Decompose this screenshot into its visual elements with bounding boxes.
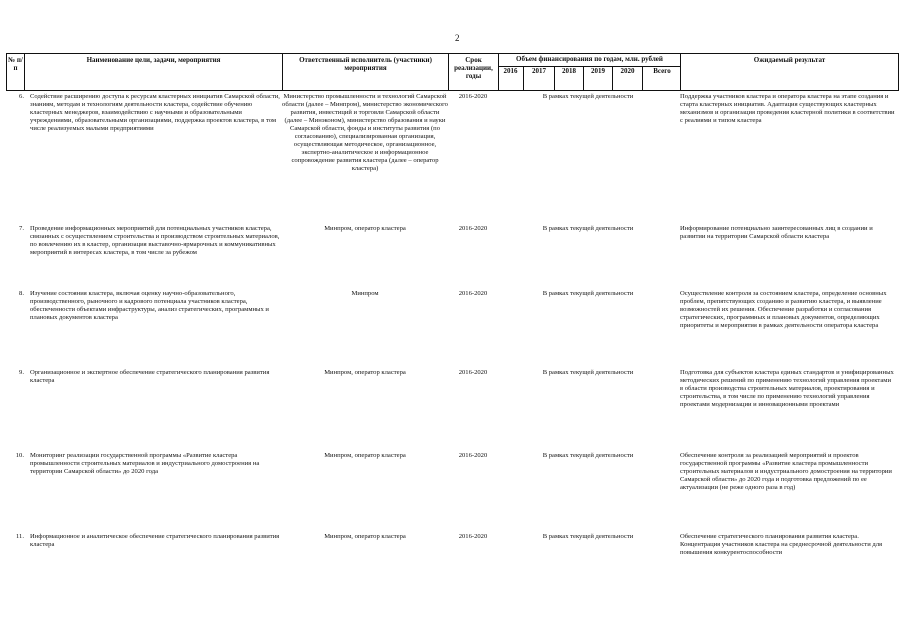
header-year: 2018 (554, 66, 583, 90)
row-financing: В рамках текущей деятельности (542, 452, 634, 459)
row-term: 2016-2020 (458, 290, 488, 297)
row-num: 10. (15, 452, 24, 459)
row-num: 6. (19, 93, 24, 100)
row-result: Информирование потенциально заинтересованных лиц в создании и развитии на территории Самарской области кластера (680, 225, 873, 241)
row-term: 2016-2020 (458, 533, 488, 540)
header-total: Всего (642, 66, 681, 90)
row-executor: Минпром (351, 290, 379, 297)
header-year: 2019 (583, 66, 612, 90)
row-name: Проведение информационных мероприятий для потенциальных участников кластера, связанных с осуществлением строительства и производством строительных материалов, по вовлечению их в кластер, организация выставочно-ярмарочных и коммуникативных мероприятий в интересах кластера, в том числе за рубежом (30, 225, 280, 257)
row-name: Информационное и аналитическое обеспечение стратегического планирования развития кластера (30, 533, 280, 549)
header-num: № п/п (6, 54, 24, 90)
header-name: Наименование цели, задачи, мероприятия (24, 54, 282, 90)
header-year: 2020 (612, 66, 642, 90)
row-name: Содействие расширению доступа к ресурсам кластерных инициатив Самарской области, знаниям, методам и технологиям деятельности кластера, содействие обучению кластерных менеджеров, взаимодействию с научными и образовательными учреждениями, образовательными организациями, поддержка проектов кластера, в том числе реализуемых малыми предприятиями (30, 93, 280, 133)
row-name: Изучение состояния кластера, включая оценку научно-образовательного, производственного, рыночного и кадрового потенциала участников кластера, обеспеченности объектами инфраструктуры, анализ стратегических, программных и плановых документов кластера (30, 290, 269, 322)
row-financing: В рамках текущей деятельности (542, 533, 634, 540)
row-num: 7. (19, 225, 24, 232)
row-name: Мониторинг реализации государственной программы «Развитие кластера промышленности строительных материалов и индустриального домостроения на территории Самарской области» до 2020 года (30, 452, 260, 476)
row-result: Поддержка участников кластера и оператора кластера на этапе создания и старта кластерных инициатив. Адаптация существующих кластерных механизмов и организация проведения кластерной политики в соответствии с реалиями и типом кластера (680, 93, 895, 125)
header-year: 2016 (503, 67, 518, 75)
row-term: 2016-2020 (458, 452, 488, 459)
row-executor: Минпром, оператор кластера (324, 452, 406, 459)
header-financing: Объем финансирования по годам, млн. рублей (499, 54, 680, 67)
page-number: 2 (455, 33, 460, 43)
row-result: Осуществление контроля за состоянием кластера, определение основных проблем, препятствующих созданию и развитию кластера, и выявление возможностей их решения. Обеспечение разработки и согласования стратегических, программных и плановых документов, определяющих приоритеты и мероприятия в рамках деятельности оператора кластера (680, 290, 887, 330)
row-financing: В рамках текущей деятельности (542, 369, 634, 376)
header-result: Ожидаемый результат (680, 54, 899, 90)
row-financing: В рамках текущей деятельности (542, 93, 634, 100)
plan-table (6, 53, 899, 557)
row-result: Обеспечение стратегического планирования развития кластера. Концентрация участников кластера на среднесрочной деятельности для повышения конкурентоспособности (680, 533, 883, 557)
row-term: 2016-2020 (458, 93, 488, 100)
header-year: 2017 (523, 66, 554, 90)
table-header (6, 53, 899, 91)
row-financing: В рамках текущей деятельности (542, 290, 634, 297)
header-term: Срок реализации, годы (448, 54, 498, 90)
row-term: 2016-2020 (458, 225, 488, 232)
row-executor: Министерство промышленности и технологий Самарской области (далее – Минпром), министерство экономического развития, инвестиций и торговли Самарской области (далее – Минэконом), министерство образования и науки Самарской области, фонды и институты развития (по согласованию), специализированная организация, осуществляющая методическое, организационное, экспертно-аналитическое и информационное сопровождение развития кластера (далее – оператор кластера) (282, 93, 448, 173)
row-name: Организационное и экспертное обеспечение стратегического планирования развития кластера (30, 369, 270, 385)
row-financing: В рамках текущей деятельности (542, 225, 634, 232)
row-num: 8. (19, 290, 24, 297)
row-result: Подготовка для субъектов кластера единых стандартов и унифицированных методических решений по применению технологий управления проектами в области производства строительных материалов, проектирования и строительства, в том числе по применению технологий управления проектами модернизации и инновационными проектами (680, 369, 894, 409)
row-executor: Минпром, оператор кластера (324, 369, 406, 376)
row-executor: Минпром, оператор кластера (324, 225, 406, 232)
row-num: 11. (16, 533, 24, 540)
header-financing-group (498, 54, 680, 90)
header-executor: Ответственный исполнитель (участники) мероприятия (282, 54, 448, 90)
row-term: 2016-2020 (458, 369, 488, 376)
row-num: 9. (19, 369, 24, 376)
row-executor: Минпром, оператор кластера (324, 533, 406, 540)
row-result: Обеспечение контроля за реализацией мероприятий и проектов государственной программы «Развитие кластера промышленности строительных материалов и индустриального домостроения на территории Самарской области» до 2020 года и подготовка предложений по ее актуализации (не реже одного раза в год) (680, 452, 892, 492)
